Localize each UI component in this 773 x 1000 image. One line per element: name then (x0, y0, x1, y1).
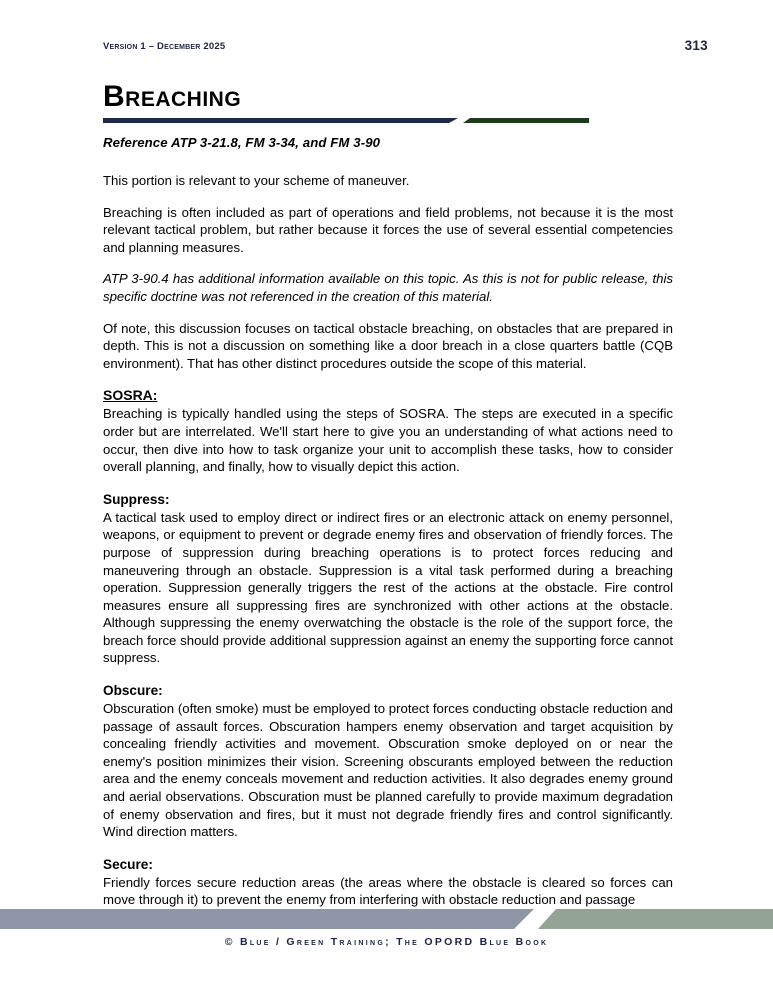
title-block (103, 80, 589, 125)
footer-decoration (0, 909, 773, 929)
section-body-sosra: Breaching is typically handled using the steps of SOSRA. The steps are executed in a specific order but are interrelated. We'll start here to give you an understanding of what actions need to occur, then dive into how to task organize your unit to accomplish these tasks, how to consider overall planning, and finally, how to visually depict this action. (103, 406, 673, 475)
divider-navy-segment (103, 118, 458, 123)
section-suppress (103, 490, 673, 667)
section-secure (103, 855, 673, 909)
version-label: Version 1 – December 2025 (103, 41, 226, 52)
paragraph-intro: This portion is relevant to your scheme of maneuver. (103, 173, 410, 188)
page-number: 313 (684, 38, 708, 53)
section-body-secure: Friendly forces secure reduction areas (the areas where the obstacle is cleared so forces can move through it) to prevent the enemy from interfering with obstacle reduction and passage (103, 874, 673, 908)
section-heading-suppress: Suppress: (103, 491, 170, 507)
paragraph-breaching-included: Breaching is often included as part of operations and field problems, not because it is the most relevant tactical problem, but rather because it forces the use of several essential competencies and planning measures. (103, 204, 673, 255)
section-heading-sosra: SOSRA: (103, 387, 158, 404)
section-body-obscure: Obscuration (often smoke) must be employed to protect forces conducting obstacle reduction and passage of assault forces. Obscuration hampers enemy observation and target acquisition by concealing friendly activities and movement. Obscuration smoke deployed on or near the enemy's position minimizes their vision. Screening obscurants employed between the reduction area and the enemy conceals movement and reduction activities. It also degrades enemy ground and aerial observations. Obscuration must be planned carefully to provide maximum degradation of enemy observation and fires, but it must not degrade friendly fires and control significantly. Wind direction matters. (103, 701, 673, 840)
footer-copyright: © Blue / Green Training; The OPORD Blue Book (224, 936, 549, 948)
divider-green-segment (463, 118, 589, 123)
title-divider (103, 117, 589, 125)
section-heading-obscure: Obscure: (103, 683, 163, 699)
paragraph-of-note: Of note, this discussion focuses on tactical obstacle breaching, on obstacles that are prepared in depth. This is not a discussion on something like a door breach in a close quarters battle (CQB environment). That has other distinct procedures outside the scope of this material. (103, 320, 673, 371)
reference-line: Reference ATP 3-21.8, FM 3-34, and FM 3-90 (103, 135, 381, 150)
section-sosra (103, 386, 673, 475)
page-title: Breaching (103, 80, 242, 113)
running-head (103, 38, 708, 57)
section-body-suppress: A tactical task used to employ direct or indirect fires or an electronic attack on enemy personnel, weapons, or equipment to prevent or degrade enemy fires and observation of friendly forces. The purpose of suppression during breaching operations is to protect forces reducing and maneuvering through an obstacle. Suppression is a vital task performed during a breaching operation. Suppression generally triggers the rest of the actions at the obstacle. Fire control measures ensure all suppressing fires are synchronized with other actions at the obstacle. Although suppressing the enemy overwatching the obstacle is the role of the support force, the breach force should provide additional suppression against an enemy the supporting force cannot suppress. (103, 509, 673, 666)
section-heading-secure: Secure: (103, 856, 153, 872)
paragraph-atp-note: ATP 3-90.4 has additional information available on this topic. As this is not for public release, this specific doctrine was not referenced in the creation of this material. (103, 271, 673, 304)
section-obscure (103, 681, 673, 841)
footer-bar-gray (0, 909, 534, 929)
body-content (103, 172, 673, 909)
footer-bar-green (538, 909, 773, 929)
